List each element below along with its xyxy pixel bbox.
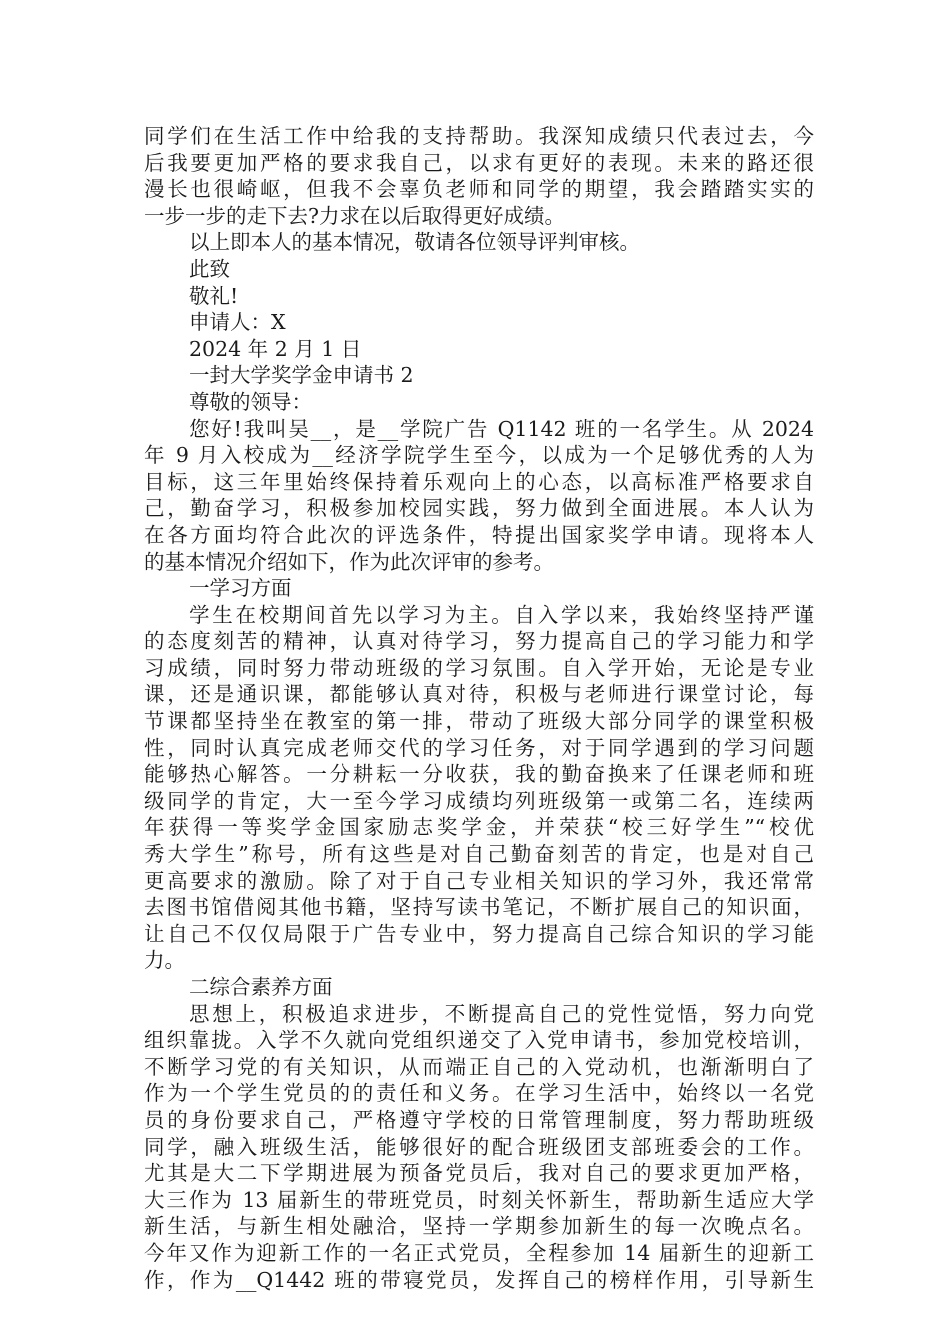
text-line: 您好!我叫吴__，是__学院广告 Q1142 班的一名学生。从 2024 bbox=[189, 416, 814, 441]
text-line: 漫长也很崎岖，但我不会辜负老师和同学的期望，我会踏踏实实的 bbox=[144, 177, 814, 202]
text-line: 在各方面均符合此次的评选条件，特提出国家奖学申请。现将本人 bbox=[144, 522, 814, 547]
text-line: 尊敬的领导： bbox=[189, 389, 312, 414]
text-line: 让自己不仅仅局限于广告专业中，努力提高自己综合知识的学习能 bbox=[144, 921, 814, 946]
text-line: 一封大学奖学金申请书 2 bbox=[189, 363, 414, 388]
text-line: 敬礼! bbox=[189, 283, 239, 308]
text-line: 己，勤奋学习，积极参加校园实践，努力做到全面进展。本人认为 bbox=[144, 496, 814, 521]
text-line: 的态度刻苦的精神，认真对待学习，努力提高自己的学习能力和学 bbox=[144, 629, 814, 654]
text-line: 员的身份要求自己，严格遵守学校的日常管理制度，努力帮助班级 bbox=[144, 1107, 814, 1132]
text-line: 后我要更加严格的要求我自己，以求有更好的表现。未来的路还很 bbox=[144, 150, 814, 175]
text-line: 年获得一等奖学金国家励志奖学金，并荣获“校三好学生”“校优 bbox=[144, 815, 814, 840]
text-line: 作，作为__Q1442 班的带寝党员，发挥自己的榜样作用，引导新生 bbox=[144, 1267, 814, 1292]
text-line: 性，同时认真完成老师交代的学习任务，对于同学遇到的学习问题 bbox=[144, 735, 814, 760]
text-line: 2024 年 2 月 1 日 bbox=[189, 336, 362, 361]
text-line: 课，还是通识课，都能够认真对待，积极与老师进行课堂讨论，每 bbox=[144, 682, 814, 707]
text-line: 二综合素养方面 bbox=[189, 975, 333, 999]
text-line: 一学习方面 bbox=[189, 576, 292, 601]
text-line: 秀大学生”称号，所有这些是对自己勤奋刻苦的肯定，也是对自己 bbox=[144, 842, 814, 867]
text-line: 尤其是大二下学期进展为预备党员后，我对自己的要求更加严格， bbox=[144, 1161, 814, 1186]
text-line: 作为一个学生党员的的责任和义务。在学习生活中，始终以一名党 bbox=[144, 1081, 814, 1106]
text-line: 更高要求的激励。除了对于自己专业相关知识的学习外，我还常常 bbox=[144, 868, 814, 893]
text-line: 此致 bbox=[189, 256, 230, 281]
document-page bbox=[144, 123, 814, 1293]
text-line: 习成绩，同时努力带动班级的学习氛围。自入学开始，无论是专业 bbox=[144, 655, 814, 680]
text-line: 学生在校期间首先以学习为主。自入学以来，我始终坚持严谨 bbox=[189, 602, 814, 627]
text-line: 能够热心解答。一分耕耘一分收获，我的勤奋换来了任课老师和班 bbox=[144, 762, 814, 787]
text-line: 以上即本人的基本情况，敬请各位领导评判审核。 bbox=[189, 230, 640, 255]
text-line: 组织靠拢。入学不久就向党组织递交了入党申请书，参加党校培训， bbox=[144, 1028, 814, 1053]
text-line: 的基本情况介绍如下，作为此次评审的参考。 bbox=[144, 549, 554, 574]
text-line: 同学们在生活工作中给我的支持帮助。我深知成绩只代表过去，今 bbox=[144, 124, 814, 148]
text-line: 目标，这三年里始终保持着乐观向上的心态，以高标准严格要求自 bbox=[144, 469, 814, 494]
text-line: 今年又作为迎新工作的一名正式党员，全程参加 14 届新生的迎新工 bbox=[144, 1240, 814, 1265]
text-line: 去图书馆借阅其他书籍，坚持写读书笔记，不断扩展自己的知识面， bbox=[144, 895, 814, 920]
text-line: 思想上，积极追求进步，不断提高自己的党性觉悟，努力向党 bbox=[189, 1001, 814, 1026]
text-line: 级同学的肯定，大一至今学习成绩均列班级第一或第二名，连续两 bbox=[144, 788, 814, 813]
text-line: 大三作为 13 届新生的带班党员，时刻关怀新生，帮助新生适应大学 bbox=[144, 1187, 814, 1212]
text-line: 节课都坚持坐在教室的第一排，带动了班级大部分同学的课堂积极 bbox=[144, 709, 814, 734]
text-line: 一步一步的走下去?力求在以后取得更好成绩。 bbox=[144, 203, 565, 228]
text-line: 不断学习党的有关知识，从而端正自己的入党动机，也渐渐明白了 bbox=[144, 1054, 814, 1079]
text-line: 同学，融入班级生活，能够很好的配合班级团支部班委会的工作。 bbox=[144, 1134, 814, 1159]
text-line: 新生活，与新生相处融洽，坚持一学期参加新生的每一次晚点名。 bbox=[144, 1214, 814, 1239]
text-line: 力。 bbox=[144, 948, 185, 973]
text-line: 申请人：X bbox=[189, 310, 286, 335]
text-line: 年 9 月入校成为__经济学院学生至今，以成为一个足够优秀的人为 bbox=[144, 443, 814, 468]
